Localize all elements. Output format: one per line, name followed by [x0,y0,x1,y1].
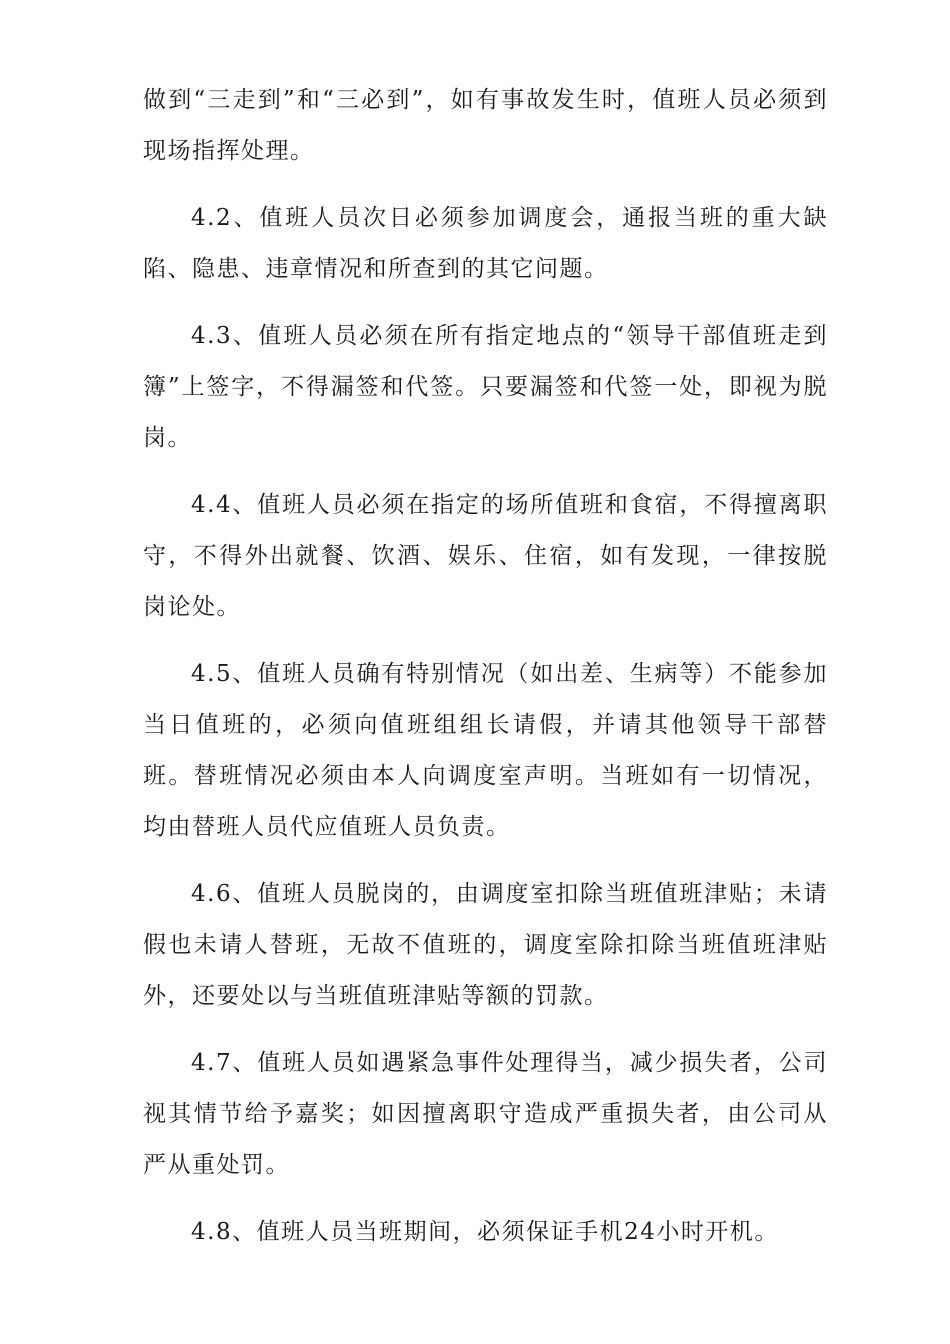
paragraph-continuation: 做到“三走到”和“三必到”，如有事故发生时，值班人员必须到现场指挥处理。 [143,87,828,164]
document-page [143,75,828,1274]
paragraph-4-6: 4.6、值班人员脱岗的，由调度室扣除当班值班津贴；未请假也未请人替班，无故不值班的，调度室除扣除当班值班津贴外，还要处以与当班值班津贴等额的罚款。 [143,881,828,1009]
paragraph-4-4: 4.4、值班人员必须在指定的场所值班和食宿，不得擅离职守，不得外出就餐、饮酒、娱乐、住宿，如有发现，一律按脱岗论处。 [143,492,828,620]
paragraph-4-2: 4.2、值班人员次日必须参加调度会，通报当班的重大缺陷、隐患、违章情况和所查到的其它问题。 [143,205,828,282]
paragraph-4-8: 4.8、值班人员当班期间，必须保证手机24小时开机。 [191,1219,779,1245]
paragraph-4-5: 4.5、值班人员确有特别情况（如出差、生病等）不能参加当日值班的，必须向值班组组长请假，并请其他领导干部替班。替班情况必须由本人向调度室声明。当班如有一切情况，均由替班人员代应值班人员负责。 [143,661,828,840]
paragraph-4-3: 4.3、值班人员必须在所有指定地点的“领导干部值班走到簿”上签字，不得漏签和代签。只要漏签和代签一处，即视为脱岗。 [143,323,828,451]
paragraph-4-7: 4.7、值班人员如遇紧急事件处理得当，减少损失者，公司视其情节给予嘉奖；如因擅离职守造成严重损失者，由公司从严从重处罚。 [143,1050,828,1178]
